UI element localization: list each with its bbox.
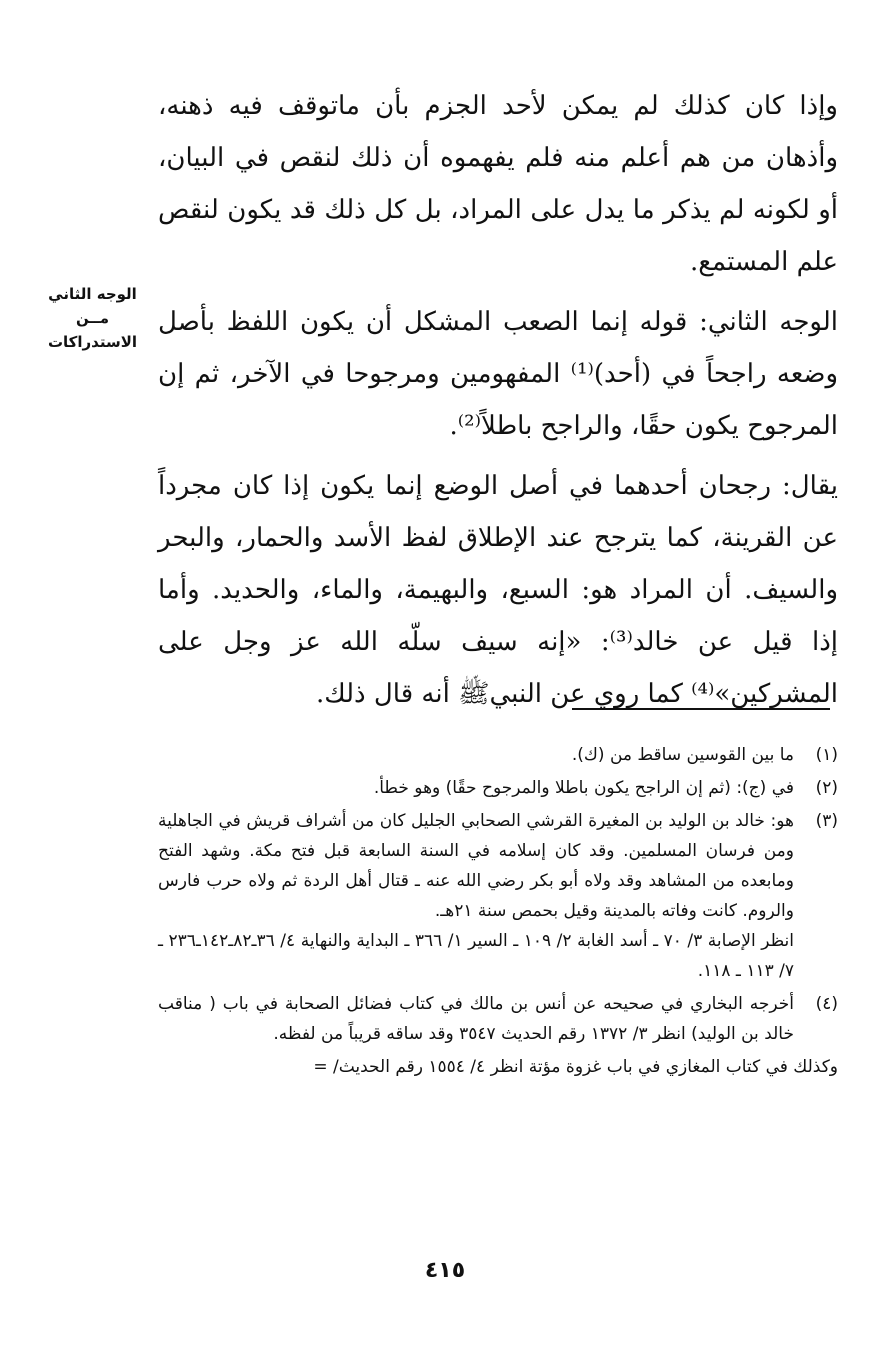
margin-note-line-3: الاستدراكات [47, 333, 138, 351]
footnote-number: (٢) [815, 778, 838, 798]
footnote-divider [572, 708, 830, 710]
footnote-line: انظر الإصابة ٣/ ٧٠ ـ أسد الغابة ٢/ ١٠٩ ـ السير ١/ ٣٦٦ ـ البداية والنهاية ٤/ ٣٦ـ٨٢ـ١٤٢ـ٢٣٦ ـ ٧/ ١١٣ ـ ١١٨. [158, 931, 794, 981]
footnote-1 [158, 740, 838, 770]
margin-note-line-1: الوجه الثاني [48, 285, 137, 303]
paragraph-2: الوجه الثاني: قوله إنما الصعب المشكل أن يكون اللفظ بأصل وضعه راجحاً في (أحد)⁽¹⁾ المفهومين ومرجوحا في الآخر، ثم إن المرجوح يكون حقًا، والراجح باطلاً⁽²⁾. [158, 307, 838, 441]
footnote-text [158, 989, 794, 1049]
footnote-number: (٤) [815, 994, 838, 1014]
footnote-number: (٣) [815, 811, 838, 831]
footnote-continuation: وكذلك في كتاب المغازي في باب غزوة مؤتة انظر ٤/ ١٥٥٤ رقم الحديث/ = [313, 1057, 838, 1077]
footnote-3 [158, 806, 838, 986]
margin-note [40, 283, 145, 353]
footnote-text [158, 806, 794, 986]
main-text [158, 80, 838, 720]
footnote-text [158, 740, 794, 770]
footnote-line: ما بين القوسين ساقط من (ك). [571, 745, 794, 765]
footnote-4 [158, 989, 838, 1049]
footnotes [158, 740, 838, 1082]
paragraph-1: وإذا كان كذلك لم يمكن لأحد الجزم بأن ماتوقف فيه ذهنه، وأذهان من هم أعلم منه فلم يفهموه أن ذلك لنقص في البيان، أو لكونه لم يذكر ما يدل على المراد، بل كل ذلك قد يكون لنقص علم المستمع. [158, 91, 838, 277]
footnote-text [158, 773, 794, 803]
footnote-number: (١) [815, 745, 838, 765]
footnote-line: أخرجه البخاري في صحيحه عن أنس بن مالك في كتاب فضائل الصحابة في باب ( مناقب خالد بن الوليد) انظر ٣/ ١٣٧٢ رقم الحديث ٣٥٤٧ وقد ساقه قريباً من لفظه. [158, 994, 794, 1044]
paragraph-3: يقال: رجحان أحدهما في أصل الوضع إنما يكون إذا كان مجرداً عن القرينة، كما يترجح عند الإطلاق لفظ الأسد والحمار، والبحر والسيف. أن المراد هو: السبع، والبهيمة، والماء، والحديد. وأما إذا قيل عن خالد⁽³⁾: «إنه سيف سلّه الله عز وجل على المشركين»⁽⁴⁾ كما روي عن النبيﷺ أنه قال ذلك. [158, 471, 838, 709]
page-number: ٤١٥ [424, 1258, 466, 1283]
footnote-2 [158, 773, 838, 803]
footnote-line: هو: خالد بن الوليد بن المغيرة القرشي الصحابي الجليل كان من أشراف قريش في الجاهلية ومن فرسان المسلمين. وقد كان إسلامه في السنة السابعة قبل فتح مكة. وشهد الفتح ومابعده من المشاهد وقد ولاه أبو بكر رضي الله عنه ـ قتال أهل الردة ثم ولاه حرب فارس والروم. كانت وفاته بالمدينة وقيل بحمص سنة ٢١هـ. [158, 811, 794, 921]
margin-note-line-2: مــن [75, 309, 110, 327]
footnote-line: في (ج): (ثم إن الراجح يكون باطلا والمرجوح حقًا) وهو خطأ. [373, 778, 794, 798]
